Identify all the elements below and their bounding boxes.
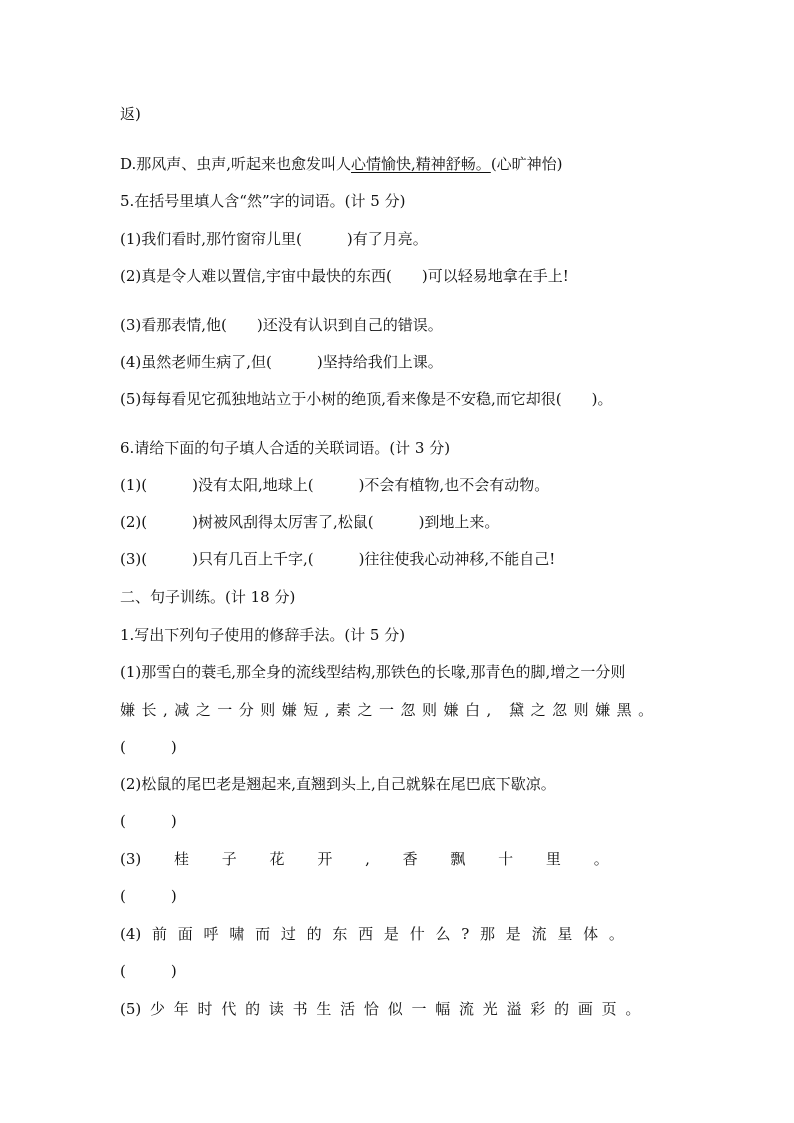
answer-blank: ( ) — [120, 738, 177, 756]
question-heading: 5.在括号里填人含“然”字的词语。(计 5 分) — [120, 192, 406, 210]
option-d-text: D.那风声、虫声,听起来也愈发叫人 — [120, 155, 352, 173]
sentence-text: (5) 少 年 时 代 的 读 书 生 活 恰 似 一 幅 流 光 溢 彩 的 画 页 。 — [120, 1000, 641, 1018]
sub-question: (2)( )树被风刮得太厉害了,松鼠( )到地上来。 — [120, 513, 500, 531]
answer-blank: ( ) — [120, 812, 177, 830]
option-d-line — [120, 154, 680, 174]
sub-question: (3)( )只有几百上千字,( )往往使我心动神移,不能自己! — [120, 550, 556, 568]
sentence-text: (4) 前 面 呼 啸 而 过 的 东 西 是 什 么 ? 那 是 流 星 体 。 — [120, 925, 624, 943]
sub-question: (4)虽然老师生病了,但( )坚持给我们上课。 — [120, 353, 443, 371]
text-line: 返) — [120, 105, 141, 123]
sub-question: (5)每每看见它孤独地站立于小树的绝顶,看来像是不安稳,而它却很( )。 — [120, 390, 613, 408]
sub-question: (2)真是令人难以置信,宇宙中最快的东西( )可以轻易地拿在手上! — [120, 267, 569, 285]
sentence-text: (3) 桂 子 花 开 , 香 飘 十 里 。 — [120, 850, 609, 868]
answer-blank: ( ) — [120, 962, 177, 980]
sentence-text: 嫌长,减之一分则嫌短,素之一忽则嫌白, 黛之忽则嫌黑。 — [120, 701, 660, 719]
underlined-phrase: 心情愉快,精神舒畅。 — [351, 155, 491, 173]
sentence-text: (2)松鼠的尾巴老是翘起来,直翘到头上,自己就躲在尾巴底下歇凉。 — [120, 775, 556, 793]
sentence-text: (1)那雪白的蓑毛,那全身的流线型结构,那铁色的长喙,那青色的脚,增之一分则 — [120, 663, 626, 681]
section-heading: 二、句子训练。(计 18 分) — [120, 588, 296, 606]
sub-question: (1)我们看时,那竹窗帘儿里( )有了月亮。 — [120, 230, 428, 248]
sub-question: (3)看那表情,他( )还没有认识到自己的错误。 — [120, 316, 443, 334]
answer-blank: ( ) — [120, 887, 177, 905]
sub-question: (1)( )没有太阳,地球上( )不会有植物,也不会有动物。 — [120, 476, 550, 494]
question-heading: 1.写出下列句子使用的修辞手法。(计 5 分) — [120, 626, 406, 644]
option-d-answer: (心旷神怡) — [490, 155, 563, 173]
question-heading: 6.请给下面的句子填人合适的关联词语。(计 3 分) — [120, 439, 451, 457]
